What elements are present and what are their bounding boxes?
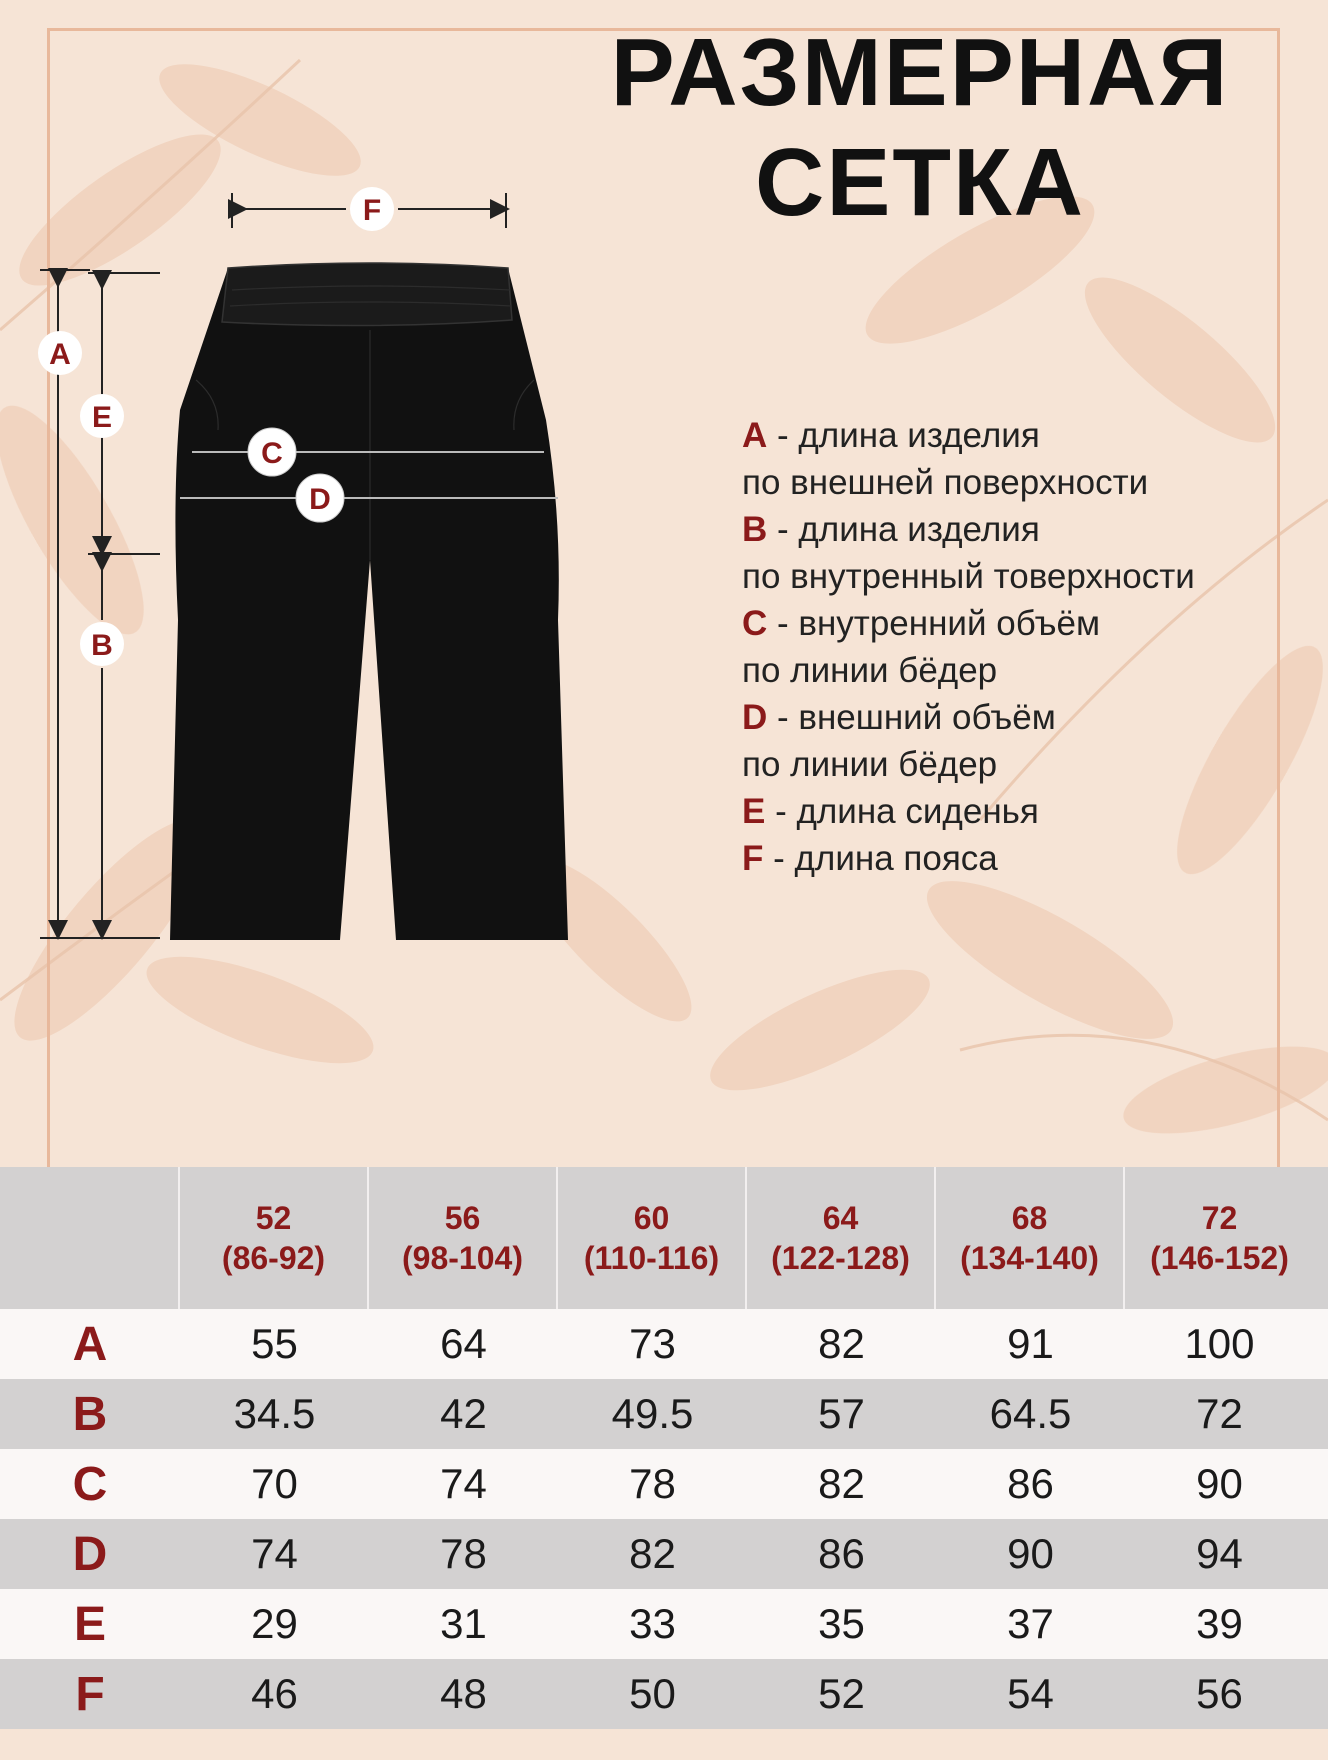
legend-text: - длина изделия bbox=[767, 510, 1040, 549]
table-cell: 64.5 bbox=[989, 1390, 1072, 1437]
legend-text: - внешний объём bbox=[767, 698, 1056, 737]
size-value: 72 bbox=[1201, 1200, 1238, 1236]
table-cell: 55 bbox=[251, 1320, 298, 1367]
size-header-60 bbox=[558, 1167, 747, 1309]
table-cell: 90 bbox=[1007, 1530, 1054, 1577]
height-range: (134-140) bbox=[960, 1240, 1099, 1276]
size-value: 56 bbox=[444, 1200, 481, 1236]
table-cell: 37 bbox=[1007, 1600, 1054, 1647]
table-cell: 46 bbox=[251, 1670, 298, 1717]
height-range: (122-128) bbox=[771, 1240, 910, 1276]
table-row-f bbox=[0, 1659, 1328, 1729]
legend-item-d bbox=[742, 694, 1322, 788]
legend-text-2: по внешней поверхности bbox=[742, 463, 1149, 502]
height-range: (110-116) bbox=[583, 1240, 720, 1276]
size-header-52 bbox=[180, 1167, 369, 1309]
table-cell: 50 bbox=[629, 1670, 676, 1717]
svg-text:F: F bbox=[362, 194, 382, 227]
table-row-d bbox=[0, 1519, 1328, 1589]
height-range: (146-152) bbox=[1150, 1240, 1289, 1276]
table-cell: 52 bbox=[818, 1670, 865, 1717]
table-cell: 35 bbox=[818, 1600, 865, 1647]
waistband bbox=[222, 263, 512, 326]
legend-item-f bbox=[742, 835, 1322, 882]
row-label: F bbox=[75, 1667, 105, 1721]
marker-c bbox=[248, 428, 296, 476]
table-row-c bbox=[0, 1449, 1328, 1519]
marker-d bbox=[296, 474, 344, 522]
legend-letter: A bbox=[742, 416, 768, 455]
table-cell: 33 bbox=[629, 1600, 676, 1647]
table-cell: 70 bbox=[251, 1460, 298, 1507]
table-cell: 90 bbox=[1196, 1460, 1243, 1507]
legend-text: - длина изделия bbox=[767, 416, 1040, 455]
legend-letter: F bbox=[742, 839, 764, 878]
table-cell: 39 bbox=[1196, 1600, 1243, 1647]
table-cell: 42 bbox=[440, 1390, 487, 1437]
legend-item-b bbox=[742, 506, 1322, 600]
row-label: B bbox=[72, 1387, 108, 1441]
table-corner-cell bbox=[0, 1167, 180, 1309]
size-value: 52 bbox=[255, 1200, 292, 1236]
svg-text:E: E bbox=[91, 401, 113, 434]
size-value: 68 bbox=[1011, 1200, 1048, 1236]
legend-letter: D bbox=[742, 698, 768, 737]
table-cell: 54 bbox=[1007, 1670, 1054, 1717]
marker-e bbox=[80, 394, 124, 438]
table-cell: 86 bbox=[818, 1530, 865, 1577]
svg-text:B: B bbox=[91, 629, 113, 662]
table-cell: 29 bbox=[251, 1600, 298, 1647]
svg-text:C: C bbox=[261, 437, 283, 470]
pants-illustration bbox=[170, 265, 568, 940]
height-range: (98-104) bbox=[402, 1240, 523, 1276]
title-line-1: РАЗМЕРНАЯ bbox=[610, 19, 1230, 126]
size-value: 64 bbox=[822, 1200, 859, 1236]
legend-text: - длина пояса bbox=[763, 839, 998, 878]
table-cell: 34.5 bbox=[233, 1390, 316, 1437]
table-cell: 82 bbox=[818, 1320, 865, 1367]
table-cell: 48 bbox=[440, 1670, 487, 1717]
size-header-56 bbox=[369, 1167, 558, 1309]
row-label: C bbox=[72, 1457, 108, 1511]
legend-text: - длина сиденья bbox=[765, 792, 1039, 831]
table-cell: 86 bbox=[1007, 1460, 1054, 1507]
height-range: (86-92) bbox=[221, 1240, 326, 1276]
table-row-b bbox=[0, 1379, 1328, 1449]
legend-text-2: по внутренный товерхности bbox=[742, 557, 1195, 596]
table-cell: 57 bbox=[818, 1390, 865, 1437]
row-label: D bbox=[72, 1527, 108, 1581]
legend-text: - внутренний объём bbox=[767, 604, 1101, 643]
table-row-a bbox=[0, 1309, 1328, 1379]
marker-a bbox=[38, 331, 82, 375]
table-cell: 74 bbox=[251, 1530, 298, 1577]
legend-text-2: по линии бёдер bbox=[742, 651, 998, 690]
legend-letter: C bbox=[742, 604, 768, 643]
size-value: 60 bbox=[633, 1200, 670, 1236]
table-row-e bbox=[0, 1589, 1328, 1659]
table-cell: 49.5 bbox=[611, 1390, 694, 1437]
size-header-68 bbox=[936, 1167, 1125, 1309]
measurement-legend bbox=[742, 412, 1322, 882]
title-line-2: СЕТКА bbox=[755, 129, 1085, 236]
table-cell: 64 bbox=[440, 1320, 487, 1367]
size-header-72 bbox=[1125, 1167, 1314, 1309]
table-cell: 82 bbox=[818, 1460, 865, 1507]
row-label: A bbox=[72, 1317, 108, 1371]
table-cell: 91 bbox=[1007, 1320, 1054, 1367]
table-cell: 78 bbox=[440, 1530, 487, 1577]
legend-item-a bbox=[742, 412, 1322, 506]
table-cell: 82 bbox=[629, 1530, 676, 1577]
table-cell: 72 bbox=[1196, 1390, 1243, 1437]
size-table bbox=[0, 1167, 1328, 1760]
table-cell: 31 bbox=[440, 1600, 487, 1647]
legend-text-2: по линии бёдер bbox=[742, 745, 998, 784]
legend-item-c bbox=[742, 600, 1322, 694]
table-cell: 78 bbox=[629, 1460, 676, 1507]
table-header-row bbox=[0, 1167, 1328, 1309]
marker-b bbox=[80, 622, 124, 666]
size-header-64 bbox=[747, 1167, 936, 1309]
legend-item-e bbox=[742, 788, 1322, 835]
table-cell: 73 bbox=[629, 1320, 676, 1367]
table-cell: 100 bbox=[1184, 1320, 1255, 1367]
table-cell: 94 bbox=[1196, 1530, 1243, 1577]
legend-letter: E bbox=[742, 792, 766, 831]
table-cell: 74 bbox=[440, 1460, 487, 1507]
svg-text:D: D bbox=[309, 483, 331, 516]
marker-f bbox=[350, 187, 394, 231]
legend-letter: B bbox=[742, 510, 768, 549]
svg-text:A: A bbox=[49, 338, 71, 371]
table-cell: 56 bbox=[1196, 1670, 1243, 1717]
row-label: E bbox=[73, 1597, 106, 1651]
